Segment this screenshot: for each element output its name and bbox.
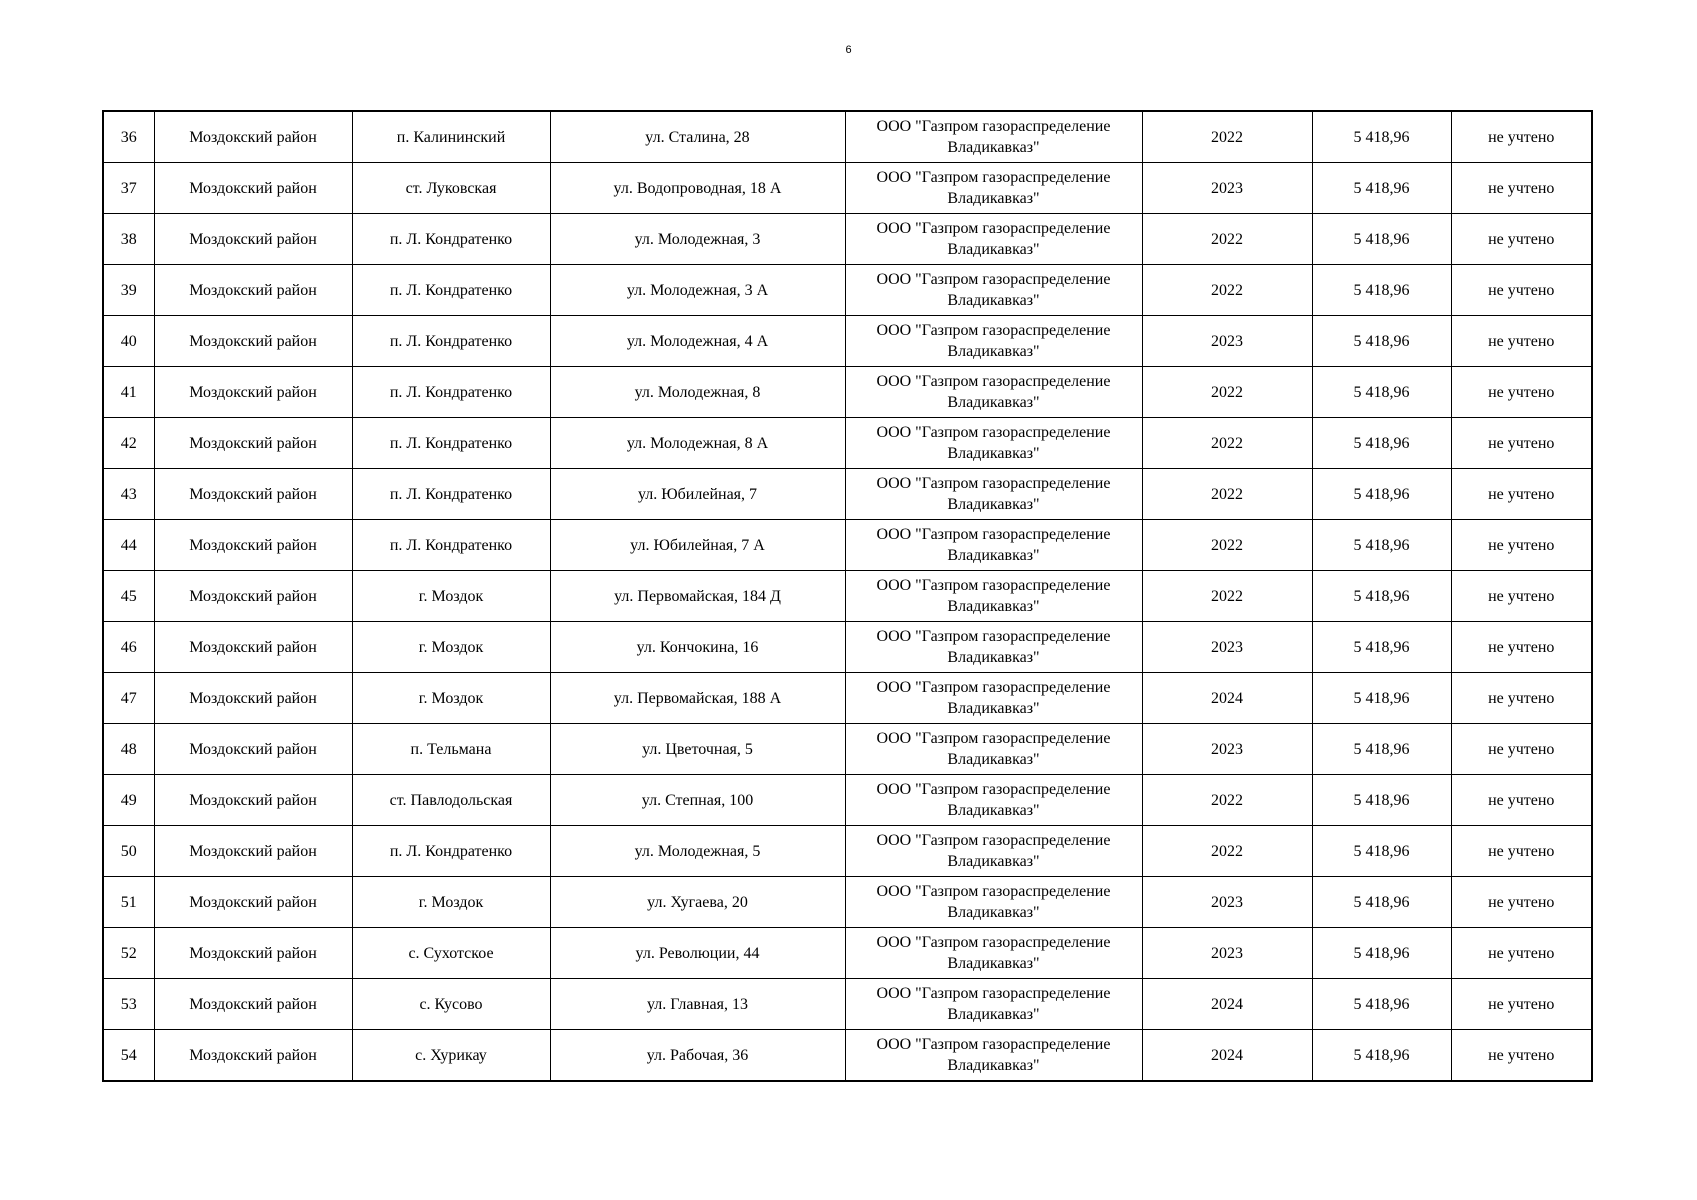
table-row — [103, 775, 1592, 826]
table-row — [103, 673, 1592, 724]
district-cell: Моздокский район — [154, 418, 352, 469]
organization-line-1: ООО "Газпром газораспределение — [876, 832, 1111, 849]
status-cell: не учтено — [1451, 928, 1592, 979]
year-cell: 2022 — [1142, 367, 1312, 418]
organization-line-1: ООО "Газпром газораспределение — [876, 1036, 1111, 1053]
row-number-cell: 49 — [103, 775, 154, 826]
organization-line-2: Владикавказ" — [947, 751, 1040, 768]
cost-cell: 5 418,96 — [1312, 979, 1451, 1030]
cost-cell: 5 418,96 — [1312, 111, 1451, 163]
locality-cell: ст. Павлодольская — [352, 775, 550, 826]
district-cell: Моздокский район — [154, 571, 352, 622]
status-cell: не учтено — [1451, 520, 1592, 571]
row-number-cell: 41 — [103, 367, 154, 418]
cost-cell: 5 418,96 — [1312, 163, 1451, 214]
status-cell: не учтено — [1451, 979, 1592, 1030]
row-number-cell: 51 — [103, 877, 154, 928]
organization-line-2: Владикавказ" — [947, 853, 1040, 870]
locality-cell: п. Тельмана — [352, 724, 550, 775]
district-cell: Моздокский район — [154, 367, 352, 418]
status-cell: не учтено — [1451, 265, 1592, 316]
district-cell: Моздокский район — [154, 928, 352, 979]
district-cell: Моздокский район — [154, 724, 352, 775]
table-row — [103, 520, 1592, 571]
status-cell: не учтено — [1451, 111, 1592, 163]
organization-cell — [845, 724, 1142, 775]
organization-line-2: Владикавказ" — [947, 1057, 1040, 1074]
table-row — [103, 316, 1592, 367]
table-row — [103, 111, 1592, 163]
cost-cell: 5 418,96 — [1312, 316, 1451, 367]
locality-cell: с. Хурикау — [352, 1030, 550, 1082]
locality-cell: п. Л. Кондратенко — [352, 469, 550, 520]
organization-line-2: Владикавказ" — [947, 292, 1040, 309]
organization-cell — [845, 111, 1142, 163]
organization-line-2: Владикавказ" — [947, 241, 1040, 258]
cost-cell: 5 418,96 — [1312, 622, 1451, 673]
organization-line-1: ООО "Газпром газораспределение — [876, 169, 1111, 186]
address-cell: ул. Рабочая, 36 — [550, 1030, 845, 1082]
row-number-cell: 45 — [103, 571, 154, 622]
status-cell: не учтено — [1451, 622, 1592, 673]
organization-cell — [845, 622, 1142, 673]
locality-cell: с. Сухотское — [352, 928, 550, 979]
district-cell: Моздокский район — [154, 826, 352, 877]
locality-cell: п. Л. Кондратенко — [352, 826, 550, 877]
organization-cell — [845, 520, 1142, 571]
address-cell: ул. Хугаева, 20 — [550, 877, 845, 928]
table-row — [103, 418, 1592, 469]
address-cell: ул. Первомайская, 184 Д — [550, 571, 845, 622]
locality-cell: ст. Луковская — [352, 163, 550, 214]
status-cell: не учтено — [1451, 775, 1592, 826]
organization-cell — [845, 265, 1142, 316]
locality-cell: п. Л. Кондратенко — [352, 418, 550, 469]
district-cell: Моздокский район — [154, 520, 352, 571]
cost-cell: 5 418,96 — [1312, 265, 1451, 316]
organization-line-1: ООО "Газпром газораспределение — [876, 424, 1111, 441]
status-cell: не учтено — [1451, 877, 1592, 928]
row-number-cell: 50 — [103, 826, 154, 877]
district-cell: Моздокский район — [154, 979, 352, 1030]
year-cell: 2023 — [1142, 316, 1312, 367]
organization-line-2: Владикавказ" — [947, 904, 1040, 921]
status-cell: не учтено — [1451, 214, 1592, 265]
organization-line-1: ООО "Газпром газораспределение — [876, 220, 1111, 237]
organization-cell — [845, 877, 1142, 928]
cost-cell: 5 418,96 — [1312, 826, 1451, 877]
year-cell: 2022 — [1142, 775, 1312, 826]
organization-cell — [845, 367, 1142, 418]
status-cell: не учтено — [1451, 469, 1592, 520]
table-row — [103, 622, 1592, 673]
row-number-cell: 43 — [103, 469, 154, 520]
status-cell: не учтено — [1451, 418, 1592, 469]
address-cell: ул. Сталина, 28 — [550, 111, 845, 163]
cost-cell: 5 418,96 — [1312, 775, 1451, 826]
year-cell: 2022 — [1142, 571, 1312, 622]
organization-line-1: ООО "Газпром газораспределение — [876, 526, 1111, 543]
organization-line-1: ООО "Газпром газораспределение — [876, 118, 1111, 135]
organization-line-1: ООО "Газпром газораспределение — [876, 271, 1111, 288]
table-row — [103, 1030, 1592, 1082]
cost-cell: 5 418,96 — [1312, 877, 1451, 928]
organization-line-1: ООО "Газпром газораспределение — [876, 679, 1111, 696]
address-cell: ул. Юбилейная, 7 А — [550, 520, 845, 571]
row-number-cell: 47 — [103, 673, 154, 724]
status-cell: не учтено — [1451, 826, 1592, 877]
status-cell: не учтено — [1451, 163, 1592, 214]
organization-cell — [845, 826, 1142, 877]
locality-cell: г. Моздок — [352, 673, 550, 724]
address-cell: ул. Водопроводная, 18 А — [550, 163, 845, 214]
row-number-cell: 42 — [103, 418, 154, 469]
organization-cell — [845, 418, 1142, 469]
organization-line-1: ООО "Газпром газораспределение — [876, 577, 1111, 594]
locality-cell: п. Л. Кондратенко — [352, 265, 550, 316]
address-cell: ул. Кончокина, 16 — [550, 622, 845, 673]
cost-cell: 5 418,96 — [1312, 673, 1451, 724]
cost-cell: 5 418,96 — [1312, 418, 1451, 469]
organization-line-1: ООО "Газпром газораспределение — [876, 781, 1111, 798]
year-cell: 2022 — [1142, 418, 1312, 469]
status-cell: не учтено — [1451, 571, 1592, 622]
organization-line-1: ООО "Газпром газораспределение — [876, 373, 1111, 390]
row-number-cell: 48 — [103, 724, 154, 775]
table-row — [103, 724, 1592, 775]
locality-cell: г. Моздок — [352, 622, 550, 673]
organization-line-1: ООО "Газпром газораспределение — [876, 730, 1111, 747]
organization-line-2: Владикавказ" — [947, 496, 1040, 513]
organization-line-2: Владикавказ" — [947, 1006, 1040, 1023]
locality-cell: г. Моздок — [352, 571, 550, 622]
row-number-cell: 38 — [103, 214, 154, 265]
address-cell: ул. Главная, 13 — [550, 979, 845, 1030]
locality-cell: г. Моздок — [352, 877, 550, 928]
address-cell: ул. Революции, 44 — [550, 928, 845, 979]
organization-cell — [845, 775, 1142, 826]
district-cell: Моздокский район — [154, 1030, 352, 1082]
address-cell: ул. Первомайская, 188 А — [550, 673, 845, 724]
locality-cell: с. Кусово — [352, 979, 550, 1030]
status-cell: не учтено — [1451, 673, 1592, 724]
organization-line-2: Владикавказ" — [947, 649, 1040, 666]
cost-cell: 5 418,96 — [1312, 1030, 1451, 1082]
organization-line-2: Владикавказ" — [947, 547, 1040, 564]
table-row — [103, 163, 1592, 214]
page-number: 6 — [845, 44, 852, 56]
status-cell: не учтено — [1451, 724, 1592, 775]
district-cell: Моздокский район — [154, 622, 352, 673]
address-cell: ул. Молодежная, 3 А — [550, 265, 845, 316]
year-cell: 2023 — [1142, 928, 1312, 979]
registry-table — [102, 110, 1593, 1082]
district-cell: Моздокский район — [154, 316, 352, 367]
address-cell: ул. Молодежная, 8 — [550, 367, 845, 418]
year-cell: 2024 — [1142, 673, 1312, 724]
table-row — [103, 826, 1592, 877]
year-cell: 2024 — [1142, 979, 1312, 1030]
table-body — [103, 111, 1592, 1081]
organization-line-2: Владикавказ" — [947, 190, 1040, 207]
district-cell: Моздокский район — [154, 214, 352, 265]
organization-cell — [845, 316, 1142, 367]
address-cell: ул. Молодежная, 4 А — [550, 316, 845, 367]
status-cell: не учтено — [1451, 316, 1592, 367]
organization-cell — [845, 673, 1142, 724]
district-cell: Моздокский район — [154, 775, 352, 826]
organization-line-1: ООО "Газпром газораспределение — [876, 322, 1111, 339]
year-cell: 2023 — [1142, 724, 1312, 775]
table-row — [103, 877, 1592, 928]
address-cell: ул. Юбилейная, 7 — [550, 469, 845, 520]
organization-line-2: Владикавказ" — [947, 394, 1040, 411]
year-cell: 2022 — [1142, 265, 1312, 316]
year-cell: 2022 — [1142, 469, 1312, 520]
year-cell: 2023 — [1142, 622, 1312, 673]
organization-line-2: Владикавказ" — [947, 802, 1040, 819]
table-row — [103, 928, 1592, 979]
row-number-cell: 36 — [103, 111, 154, 163]
organization-line-2: Владикавказ" — [947, 598, 1040, 615]
organization-cell — [845, 928, 1142, 979]
address-cell: ул. Степная, 100 — [550, 775, 845, 826]
row-number-cell: 44 — [103, 520, 154, 571]
cost-cell: 5 418,96 — [1312, 214, 1451, 265]
district-cell: Моздокский район — [154, 877, 352, 928]
table-row — [103, 571, 1592, 622]
table-row — [103, 367, 1592, 418]
organization-line-1: ООО "Газпром газораспределение — [876, 628, 1111, 645]
cost-cell: 5 418,96 — [1312, 520, 1451, 571]
row-number-cell: 53 — [103, 979, 154, 1030]
cost-cell: 5 418,96 — [1312, 724, 1451, 775]
year-cell: 2023 — [1142, 877, 1312, 928]
organization-cell — [845, 571, 1142, 622]
organization-line-1: ООО "Газпром газораспределение — [876, 475, 1111, 492]
year-cell: 2022 — [1142, 214, 1312, 265]
locality-cell: п. Калининский — [352, 111, 550, 163]
district-cell: Моздокский район — [154, 265, 352, 316]
organization-line-2: Владикавказ" — [947, 139, 1040, 156]
district-cell: Моздокский район — [154, 163, 352, 214]
organization-line-2: Владикавказ" — [947, 955, 1040, 972]
status-cell: не учтено — [1451, 367, 1592, 418]
organization-cell — [845, 214, 1142, 265]
status-cell: не учтено — [1451, 1030, 1592, 1082]
cost-cell: 5 418,96 — [1312, 571, 1451, 622]
district-cell: Моздокский район — [154, 111, 352, 163]
address-cell: ул. Молодежная, 8 А — [550, 418, 845, 469]
table-row — [103, 979, 1592, 1030]
table-row — [103, 265, 1592, 316]
cost-cell: 5 418,96 — [1312, 928, 1451, 979]
row-number-cell: 37 — [103, 163, 154, 214]
year-cell: 2023 — [1142, 163, 1312, 214]
locality-cell: п. Л. Кондратенко — [352, 214, 550, 265]
organization-cell — [845, 979, 1142, 1030]
organization-line-2: Владикавказ" — [947, 700, 1040, 717]
cost-cell: 5 418,96 — [1312, 367, 1451, 418]
locality-cell: п. Л. Кондратенко — [352, 520, 550, 571]
district-cell: Моздокский район — [154, 673, 352, 724]
year-cell: 2024 — [1142, 1030, 1312, 1082]
year-cell: 2022 — [1142, 520, 1312, 571]
table-row — [103, 214, 1592, 265]
row-number-cell: 39 — [103, 265, 154, 316]
organization-line-2: Владикавказ" — [947, 445, 1040, 462]
organization-line-1: ООО "Газпром газораспределение — [876, 985, 1111, 1002]
row-number-cell: 40 — [103, 316, 154, 367]
year-cell: 2022 — [1142, 826, 1312, 877]
row-number-cell: 54 — [103, 1030, 154, 1082]
organization-cell — [845, 1030, 1142, 1082]
locality-cell: п. Л. Кондратенко — [352, 316, 550, 367]
row-number-cell: 46 — [103, 622, 154, 673]
address-cell: ул. Молодежная, 3 — [550, 214, 845, 265]
organization-cell — [845, 469, 1142, 520]
address-cell: ул. Цветочная, 5 — [550, 724, 845, 775]
table-row — [103, 469, 1592, 520]
year-cell: 2022 — [1142, 111, 1312, 163]
cost-cell: 5 418,96 — [1312, 469, 1451, 520]
locality-cell: п. Л. Кондратенко — [352, 367, 550, 418]
district-cell: Моздокский район — [154, 469, 352, 520]
organization-line-1: ООО "Газпром газораспределение — [876, 934, 1111, 951]
organization-line-2: Владикавказ" — [947, 343, 1040, 360]
address-cell: ул. Молодежная, 5 — [550, 826, 845, 877]
organization-cell — [845, 163, 1142, 214]
row-number-cell: 52 — [103, 928, 154, 979]
organization-line-1: ООО "Газпром газораспределение — [876, 883, 1111, 900]
